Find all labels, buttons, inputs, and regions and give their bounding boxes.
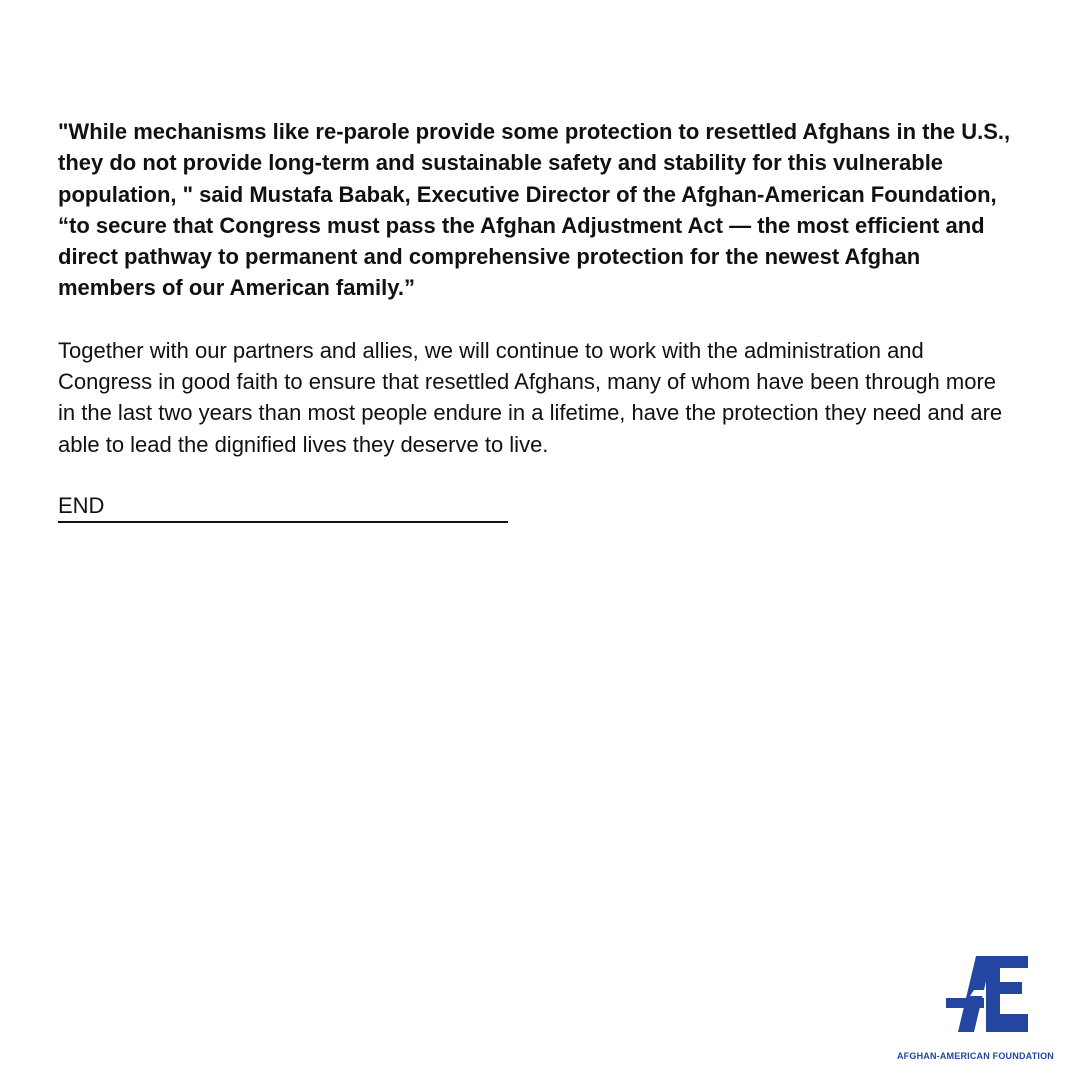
- closing-paragraph: Together with our partners and allies, we will continue to work with the administration and Congress in good faith to ensure that resettled Afghans, many of whom have been through more in the last two years than most people endure in a lifetime, have the protection they need and are able to lead the dignified lives they deserve to live.: [58, 337, 1003, 457]
- quote-paragraph: "While mechanisms like re-parole provide some protection to resettled Afghans in the U.S., they do not provide long-term and sustainable safety and stability for this vulnerable population, " said Mustafa Babak, Executive Director of the Afghan-American Foundation, “to secure that Congress must pass the Afghan Adjustment Act — the most efficient and direct pathway to permanent and comprehensive protection for the newest Afghan members of our American family.”: [58, 119, 1011, 301]
- end-marker: END: [58, 492, 105, 518]
- press-release-body: [58, 116, 1018, 523]
- logo-caption: AFGHAN-AMERICAN FOUNDATION: [896, 1051, 1054, 1061]
- end-divider: [58, 521, 508, 523]
- afghan-american-foundation-monogram-icon: [944, 952, 1030, 1034]
